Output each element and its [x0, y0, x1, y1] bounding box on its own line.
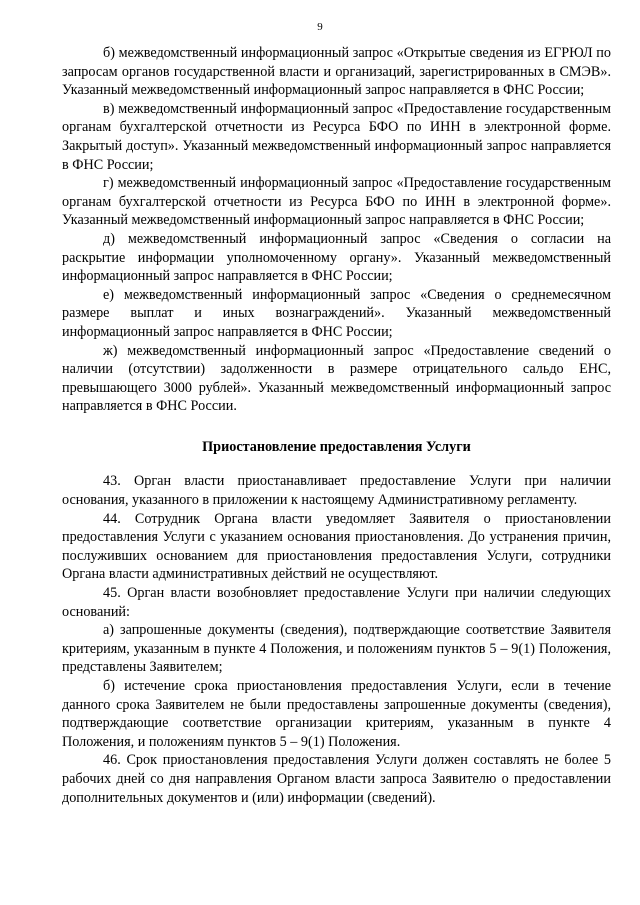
- paragraph-45: 45. Орган власти возобновляет предоставление Услуги при наличии следующих оснований:: [62, 585, 611, 620]
- paragraph-g-bfo-request: г) межведомственный информационный запрос «Предоставление государственным органам бухгалтерской отчетности из Ресурса БФО по ИНН в электронной форме». Указанный межведомственный информационный запрос направляется в ФНС России;: [62, 175, 611, 229]
- section-heading: Приостановление предоставления Услуги: [202, 438, 471, 455]
- paragraph-b-egrul-request: б) межведомственный информационный запрос «Открытые сведения из ЕГРЮЛ по запросам органов государственной власти и организаций, зарегистрированных в СМЭВ». Указанный межведомственный информационный запрос направляется в ФНС России;: [62, 45, 611, 99]
- paragraph-44: 44. Сотрудник Органа власти уведомляет Заявителя о приостановлении предоставления Услуги с указанием основания приостановления. До устранения причин, послуживших основанием для приостановления предоставления Услуги, сотрудники Органа власти административных действий не осуществляют.: [62, 510, 611, 583]
- paragraph-e-payments-request: е) межведомственный информационный запрос «Сведения о среднемесячном размере выплат и иных вознаграждений». Указанный межведомственный информационный запрос направляется в ФНС России;: [62, 286, 611, 340]
- document-body: [62, 44, 611, 807]
- paragraph-45-a: а) запрошенные документы (сведения), подтверждающие соответствие Заявителя критериям, указанным в пункте 4 Положения, и положениям пунктов 5 – 9(1) Положения, представлены Заявителем;: [62, 622, 611, 676]
- page-number: 9: [317, 21, 323, 33]
- paragraph-43: 43. Орган власти приостанавливает предоставление Услуги при наличии основания, указанного в приложении к настоящему Административному регламенту.: [62, 473, 611, 509]
- paragraph-45-b: б) истечение срока приостановления предоставления Услуги, если в течение данного срока Заявителем не были предоставлены запрошенные документы (сведения), подтверждающие соответствие организации критериям, указанным в пункте 4 Положения, и положениям пунктов 5 – 9(1) Положения.: [62, 678, 611, 750]
- paragraph-46: 46. Срок приостановления предоставления Услуги должен составлять не более 5 рабочих дней со дня направления Органом власти запроса Заявителю о предоставлении дополнительных документов и (или) информации (сведений).: [62, 752, 611, 806]
- paragraph-d-consent-request: д) межведомственный информационный запрос «Сведения о согласии на раскрытие информации уполномоченному органу». Указанный межведомственный информационный запрос направляется в ФНС России;: [62, 230, 611, 285]
- paragraph-zh-debt-request: ж) межведомственный информационный запрос «Предоставление сведений о наличии (отсутствии) задолженности в размере отрицательного сальдо ЕНС, превышающего 3000 рублей». Указанный межведомственный информационный запрос направляется в ФНС России.: [62, 342, 611, 415]
- paragraph-v-bfo-closed-request: в) межведомственный информационный запрос «Предоставление государственным органам бухгалтерской отчетности из Ресурса БФО по ИНН в электронной форме. Закрытый доступ». Указанный межведомственный информационный запрос направляется в ФНС России;: [62, 100, 611, 173]
